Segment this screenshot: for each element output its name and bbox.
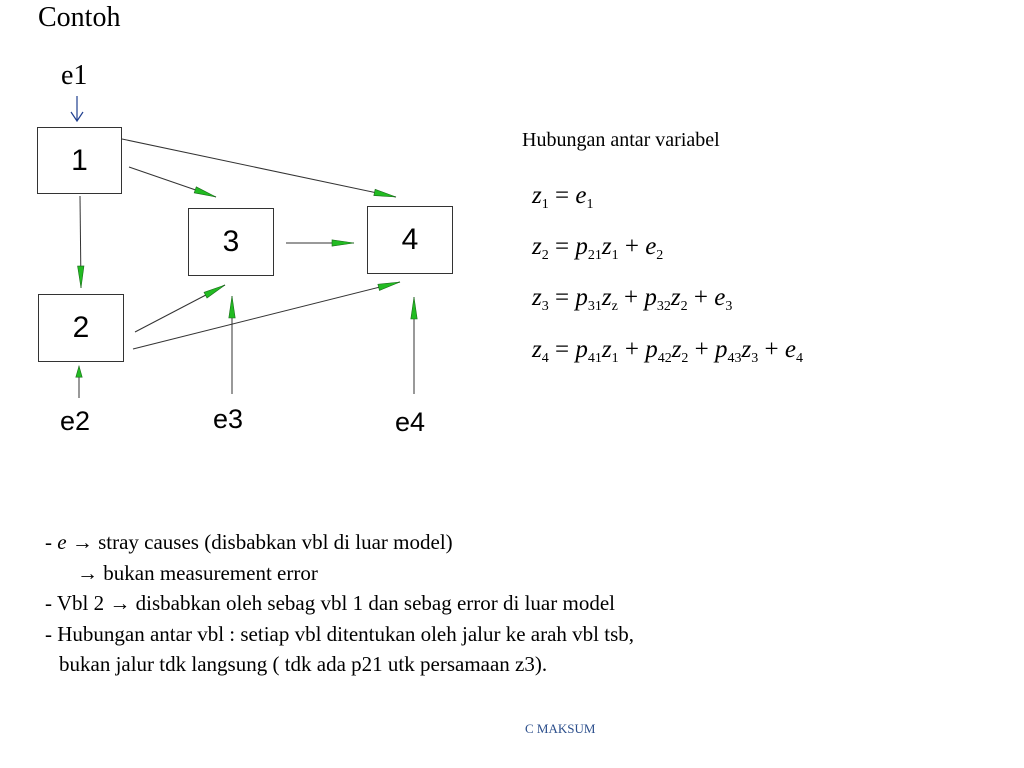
eq-variable: z: [601, 233, 612, 260]
error-label-e1: e1: [61, 60, 88, 91]
eq-variable: z: [532, 284, 542, 311]
eq-variable: p: [644, 284, 657, 311]
note-line-4: - Hubungan antar vbl : setiap vbl ditentukan oleh jalur ke arah vbl tsb,: [45, 621, 635, 646]
arrowhead-icon: [411, 297, 417, 319]
note-e-symbol: e: [57, 530, 67, 554]
eq-variable: z: [532, 233, 542, 260]
eq-variable: e: [645, 233, 657, 260]
eq-equals: =: [548, 233, 576, 260]
eq-variable: p: [575, 336, 588, 363]
arrowhead-icon: [76, 366, 82, 377]
right-arrow-icon: →: [77, 560, 98, 585]
arrowhead-icon: [374, 189, 396, 197]
variable-box-4: 4: [367, 206, 453, 274]
note-prefix-3: - Vbl 2: [45, 591, 105, 615]
eq-variable: p: [715, 336, 728, 363]
note-line-3: [45, 588, 634, 619]
note-text-3: disbabkan oleh sebag vbl 1 dan sebag error di luar model: [135, 591, 615, 615]
eq-operator: +: [617, 284, 645, 311]
eq-subscript: 1: [611, 248, 619, 263]
eq-operator: +: [758, 336, 785, 363]
eq-variable: p: [575, 284, 588, 311]
eq-variable: z: [601, 284, 612, 311]
equation-z1: [532, 182, 593, 210]
error-label-e2: e2: [60, 406, 91, 436]
eq-variable: z: [601, 336, 612, 363]
eq-variable: z: [532, 182, 542, 209]
arrowhead-icon: [204, 285, 225, 298]
variable-box-2: 2: [38, 294, 124, 362]
eq-subscript: 1: [541, 197, 549, 212]
note-dash: -: [45, 530, 58, 554]
eq-equals: =: [548, 182, 576, 209]
eq-variable: z: [741, 336, 752, 363]
note-text-1: stray causes (disbabkan vbl di luar model): [98, 530, 453, 554]
eq-subscript: 3: [751, 351, 759, 366]
note-text-2: bukan measurement error: [103, 560, 318, 585]
equation-z3: [532, 284, 732, 312]
eq-subscript: 1: [586, 197, 594, 212]
arrowhead-icon: [332, 240, 354, 246]
eq-operator: +: [688, 336, 716, 363]
equation-z2: [532, 233, 663, 261]
footer-credit: C MAKSUM: [525, 721, 596, 736]
eq-operator: +: [618, 336, 646, 363]
eq-equals: =: [548, 284, 576, 311]
path-1-to-4: [122, 139, 396, 197]
notes-block: [45, 527, 634, 680]
arrowhead-icon: [378, 282, 400, 290]
right-arrow-icon: →: [109, 591, 131, 615]
eq-subscript: 2: [656, 248, 664, 263]
eq-subscript: 2: [681, 351, 689, 366]
eq-variable: e: [714, 284, 726, 311]
equations-heading: Hubungan antar variabel: [522, 129, 720, 151]
eq-subscript: 4: [795, 351, 803, 366]
eq-equals: =: [548, 336, 576, 363]
eq-variable: e: [575, 182, 587, 209]
right-arrow-icon: →: [71, 530, 93, 554]
eq-subscript: 32: [656, 299, 671, 314]
eq-subscript: 42: [657, 351, 672, 366]
arrowhead-icon: [229, 296, 235, 318]
eq-subscript: 21: [587, 248, 602, 263]
eq-subscript: 1: [611, 351, 619, 366]
eq-subscript: 31: [587, 299, 602, 314]
eq-subscript: 2: [680, 299, 688, 314]
eq-operator: +: [687, 284, 715, 311]
error-label-e4: e4: [395, 407, 426, 437]
path-2-to-4: [133, 282, 400, 349]
eq-variable: p: [645, 336, 658, 363]
note-line-1: [45, 527, 634, 558]
eq-subscript: 2: [541, 248, 549, 263]
arrowhead-icon: [78, 266, 84, 288]
eq-variable: z: [532, 336, 542, 363]
slide-title: Contoh: [38, 2, 121, 33]
eq-subscript: 4: [541, 351, 549, 366]
arrowhead-icon: [194, 187, 216, 197]
eq-subscript: z: [611, 299, 618, 314]
eq-subscript: 43: [727, 351, 742, 366]
eq-subscript: 3: [725, 299, 733, 314]
eq-subscript: 3: [541, 299, 549, 314]
equation-z4: [532, 336, 803, 364]
eq-variable: z: [670, 284, 681, 311]
eq-variable: e: [784, 336, 796, 363]
variable-box-3: 3: [188, 208, 274, 276]
eq-variable: p: [575, 233, 588, 260]
error-label-e3: e3: [213, 404, 244, 434]
variable-box-1: 1: [37, 127, 122, 194]
note-line-2: [45, 558, 634, 589]
eq-variable: z: [671, 336, 682, 363]
eq-operator: +: [618, 233, 646, 260]
note-line-5: bukan jalur tdk langsung ( tdk ada p21 utk persamaan z3).: [59, 652, 548, 676]
eq-subscript: 41: [587, 351, 602, 366]
